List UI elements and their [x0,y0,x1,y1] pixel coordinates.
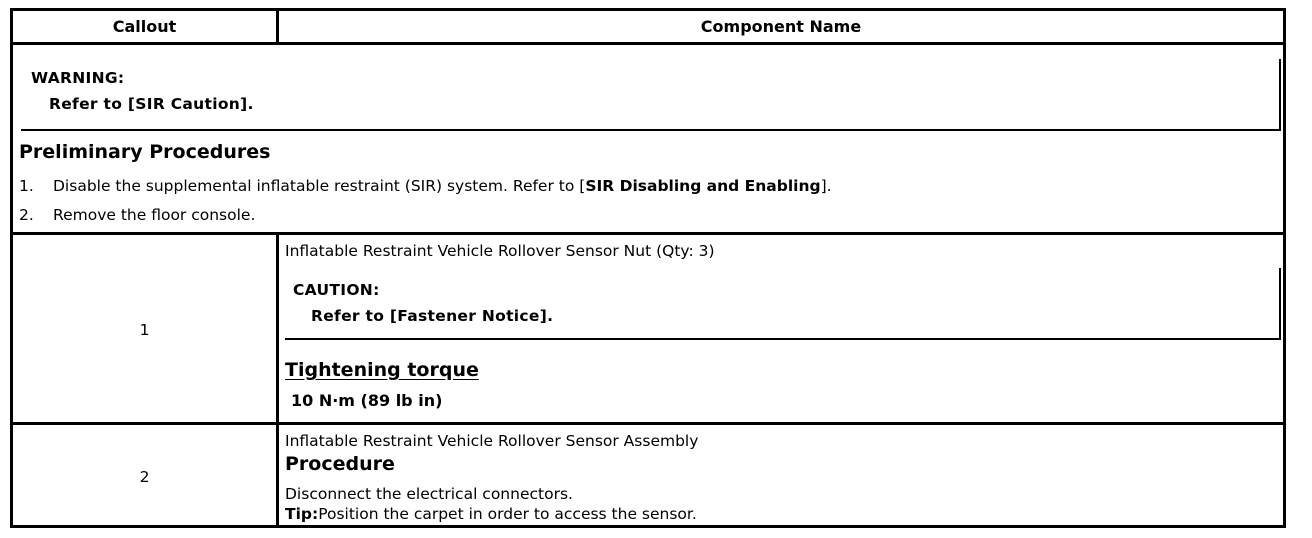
header-bottom-rule [13,42,1283,45]
row-2-callout: 2 [139,468,150,486]
tip-text: Position the carpet in order to access the sensor. [318,505,697,523]
step-2-number: 2. [19,206,34,224]
caution-text: Refer to [Fastener Notice]. [311,307,554,325]
row-1-bottom-rule [13,422,1283,425]
procedure-step: Disconnect the electrical connectors. [285,485,573,503]
tip-label: Tip: [285,505,319,523]
warning-title: WARNING: [31,69,125,87]
row-2-component-name: Inflatable Restraint Vehicle Rollover Sensor Assembly [285,432,699,450]
header-callout: Callout [112,17,177,36]
step-1-text: Disable the supplemental inflatable restraint (SIR) system. Refer to [ [53,177,586,195]
preliminary-procedures-title: Preliminary Procedures [19,141,271,163]
torque-value: 10 N·m (89 lb in) [291,391,443,410]
preliminary-step-2 [19,206,255,224]
procedure-title: Procedure [285,453,395,475]
procedure-tip [285,505,697,523]
step-1-number: 1. [19,177,34,195]
row-1-callout: 1 [139,321,150,339]
preliminary-bottom-rule [13,232,1283,235]
caution-title: CAUTION: [293,281,380,299]
column-divider [276,232,279,525]
step-2-text: Remove the floor console. [53,206,256,224]
header-component-name: Component Name [700,17,862,36]
preliminary-step-1 [19,177,832,195]
step-1-suffix: ]. [820,177,832,195]
sir-disabling-link[interactable]: SIR Disabling and Enabling [585,177,821,195]
tightening-torque-title: Tightening torque [285,359,479,381]
warning-text: Refer to [SIR Caution]. [49,95,254,113]
component-table [10,8,1286,528]
header-divider [276,11,279,43]
row-1-component-name: Inflatable Restraint Vehicle Rollover Sensor Nut (Qty: 3) [285,242,715,260]
caution-box [285,268,1281,340]
